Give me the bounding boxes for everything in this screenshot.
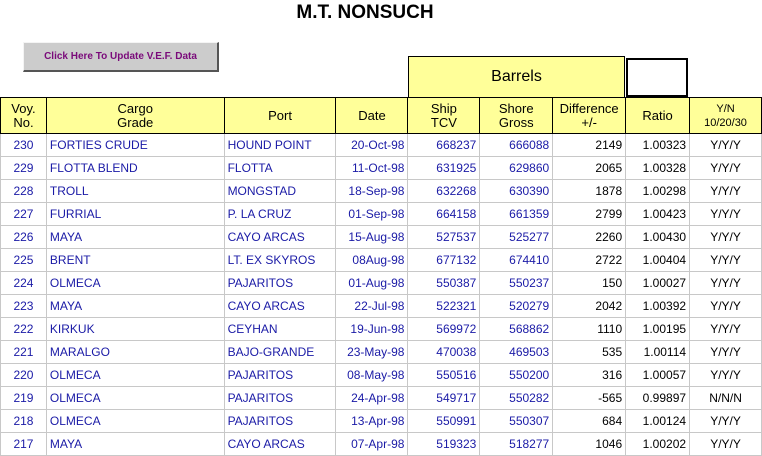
cell-cargo[interactable]: TROLL <box>46 180 224 203</box>
cell-shore-gross[interactable]: 568862 <box>480 318 553 341</box>
header-row <box>1 98 762 134</box>
cell-date[interactable]: 13-Apr-98 <box>336 410 408 433</box>
table-row <box>1 318 762 341</box>
cell-yn[interactable]: Y/Y/Y <box>690 226 762 249</box>
cell-cargo[interactable]: KIRKUK <box>46 318 224 341</box>
barrels-header: Barrels <box>408 56 625 97</box>
cell-port[interactable]: MONGSTAD <box>224 180 336 203</box>
cell-ratio[interactable]: 1.00423 <box>626 203 690 226</box>
cell-port[interactable]: PAJARITOS <box>224 410 336 433</box>
cell-shore-gross[interactable]: 550307 <box>480 410 553 433</box>
update-vef-data-button[interactable]: Click Here To Update V.E.F. Data <box>23 42 219 72</box>
cell-voy[interactable]: 221 <box>1 341 47 364</box>
cell-date[interactable]: 01-Aug-98 <box>336 272 408 295</box>
cell-date[interactable]: 19-Jun-98 <box>336 318 408 341</box>
cell-ship-tcv[interactable]: 550516 <box>408 364 480 387</box>
cell-cargo[interactable]: OLMECA <box>46 410 224 433</box>
cell-difference[interactable]: 684 <box>553 410 626 433</box>
cell-date[interactable]: 08Aug-98 <box>336 249 408 272</box>
voyage-table <box>0 97 762 456</box>
cell-ship-tcv[interactable]: 522321 <box>408 295 480 318</box>
cell-yn[interactable]: Y/Y/Y <box>690 157 762 180</box>
cell-ratio[interactable]: 1.00114 <box>626 341 690 364</box>
cell-difference[interactable]: 2149 <box>553 134 626 157</box>
cell-cargo[interactable]: MAYA <box>46 433 224 456</box>
cell-difference[interactable]: 1046 <box>553 433 626 456</box>
cell-yn[interactable]: Y/Y/Y <box>690 318 762 341</box>
cell-ship-tcv[interactable]: 519323 <box>408 433 480 456</box>
cell-date[interactable]: 01-Sep-98 <box>336 203 408 226</box>
col-port-header: Port <box>224 98 336 134</box>
cell-ratio[interactable]: 1.00057 <box>626 364 690 387</box>
cell-ratio[interactable]: 1.00195 <box>626 318 690 341</box>
cell-ratio[interactable]: 1.00323 <box>626 134 690 157</box>
table-row <box>1 134 762 157</box>
cell-voy[interactable]: 230 <box>1 134 47 157</box>
cell-difference[interactable]: 2260 <box>553 226 626 249</box>
cell-date[interactable]: 22-Jul-98 <box>336 295 408 318</box>
cell-voy[interactable]: 219 <box>1 387 47 410</box>
cell-date[interactable]: 07-Apr-98 <box>336 433 408 456</box>
table-row <box>1 157 762 180</box>
empty-input-box[interactable] <box>626 58 688 97</box>
page-title: M.T. NONSUCH <box>296 2 434 23</box>
cell-port[interactable]: PAJARITOS <box>224 387 336 410</box>
cell-ship-tcv[interactable]: 677132 <box>408 249 480 272</box>
cell-ship-tcv[interactable]: 550991 <box>408 410 480 433</box>
table-row <box>1 180 762 203</box>
cell-difference[interactable]: 2799 <box>553 203 626 226</box>
cell-voy[interactable]: 222 <box>1 318 47 341</box>
cell-yn[interactable]: Y/Y/Y <box>690 410 762 433</box>
cell-cargo[interactable]: OLMECA <box>46 364 224 387</box>
cell-cargo[interactable]: FLOTTA BLEND <box>46 157 224 180</box>
cell-voy[interactable]: 229 <box>1 157 47 180</box>
cell-port[interactable]: FLOTTA <box>224 157 336 180</box>
cell-yn[interactable]: Y/Y/Y <box>690 203 762 226</box>
cell-shore-gross[interactable]: 520279 <box>480 295 553 318</box>
cell-voy[interactable]: 223 <box>1 295 47 318</box>
cell-voy[interactable]: 227 <box>1 203 47 226</box>
cell-ship-tcv[interactable]: 632268 <box>408 180 480 203</box>
col-ratio-header: Ratio <box>626 98 690 134</box>
cell-port[interactable]: P. LA CRUZ <box>224 203 336 226</box>
cell-date[interactable]: 23-May-98 <box>336 341 408 364</box>
cell-difference[interactable]: 1878 <box>553 180 626 203</box>
table-row <box>1 387 762 410</box>
cell-cargo[interactable]: MAYA <box>46 295 224 318</box>
cell-shore-gross[interactable]: 666088 <box>480 134 553 157</box>
cell-shore-gross[interactable]: 629860 <box>480 157 553 180</box>
cell-voy[interactable]: 224 <box>1 272 47 295</box>
col-yn-header: Y/N 10/20/30 <box>690 98 762 134</box>
table-row <box>1 341 762 364</box>
cell-cargo[interactable]: FORTIES CRUDE <box>46 134 224 157</box>
cell-shore-gross[interactable]: 661359 <box>480 203 553 226</box>
cell-ship-tcv[interactable]: 631925 <box>408 157 480 180</box>
table-row <box>1 364 762 387</box>
cell-port[interactable]: CAYO ARCAS <box>224 433 336 456</box>
col-date-header: Date <box>336 98 408 134</box>
table-row <box>1 203 762 226</box>
cell-shore-gross[interactable]: 550200 <box>480 364 553 387</box>
cell-port[interactable]: LT. EX SKYROS <box>224 249 336 272</box>
table-row <box>1 226 762 249</box>
cell-yn[interactable]: Y/Y/Y <box>690 272 762 295</box>
col-cargo-header: Cargo Grade <box>46 98 224 134</box>
col-shore-header: Shore Gross <box>480 98 553 134</box>
cell-yn[interactable]: Y/Y/Y <box>690 249 762 272</box>
cell-ratio[interactable]: 1.00027 <box>626 272 690 295</box>
cell-yn[interactable]: Y/Y/Y <box>690 180 762 203</box>
cell-difference[interactable]: 2042 <box>553 295 626 318</box>
table-row <box>1 410 762 433</box>
cell-shore-gross[interactable]: 630390 <box>480 180 553 203</box>
cell-cargo[interactable]: BRENT <box>46 249 224 272</box>
cell-difference[interactable]: 1110 <box>553 318 626 341</box>
cell-date[interactable]: 18-Sep-98 <box>336 180 408 203</box>
cell-ship-tcv[interactable]: 549717 <box>408 387 480 410</box>
cell-ship-tcv[interactable]: 664158 <box>408 203 480 226</box>
cell-yn[interactable]: Y/Y/Y <box>690 134 762 157</box>
cell-yn[interactable]: N/N/N <box>690 387 762 410</box>
cell-shore-gross[interactable]: 550282 <box>480 387 553 410</box>
cell-shore-gross[interactable]: 674410 <box>480 249 553 272</box>
cell-date[interactable]: 08-May-98 <box>336 364 408 387</box>
col-voy-header: Voy. No. <box>1 98 47 134</box>
cell-shore-gross[interactable]: 518277 <box>480 433 553 456</box>
cell-shore-gross[interactable]: 550237 <box>480 272 553 295</box>
cell-ship-tcv[interactable]: 668237 <box>408 134 480 157</box>
cell-ship-tcv[interactable]: 569972 <box>408 318 480 341</box>
cell-ratio[interactable]: 1.00430 <box>626 226 690 249</box>
cell-port[interactable]: PAJARITOS <box>224 272 336 295</box>
cell-date[interactable]: 11-Oct-98 <box>336 157 408 180</box>
cell-ratio[interactable]: 1.00202 <box>626 433 690 456</box>
cell-ratio[interactable]: 0.99897 <box>626 387 690 410</box>
cell-cargo[interactable]: FURRIAL <box>46 203 224 226</box>
cell-yn[interactable]: Y/Y/Y <box>690 433 762 456</box>
cell-ship-tcv[interactable]: 527537 <box>408 226 480 249</box>
cell-difference[interactable]: 535 <box>553 341 626 364</box>
cell-cargo[interactable]: MARALGO <box>46 341 224 364</box>
cell-port[interactable]: BAJO-GRANDE <box>224 341 336 364</box>
cell-port[interactable]: CAYO ARCAS <box>224 295 336 318</box>
cell-date[interactable]: 20-Oct-98 <box>336 134 408 157</box>
cell-yn[interactable]: Y/Y/Y <box>690 295 762 318</box>
table-row <box>1 295 762 318</box>
cell-shore-gross[interactable]: 469503 <box>480 341 553 364</box>
cell-port[interactable]: CAYO ARCAS <box>224 226 336 249</box>
col-ship-header: Ship TCV <box>408 98 480 134</box>
table-row <box>1 433 762 456</box>
cell-date[interactable]: 24-Apr-98 <box>336 387 408 410</box>
table-row <box>1 272 762 295</box>
cell-port[interactable]: CEYHAN <box>224 318 336 341</box>
cell-voy[interactable]: 218 <box>1 410 47 433</box>
cell-port[interactable]: PAJARITOS <box>224 364 336 387</box>
cell-difference[interactable]: 2722 <box>553 249 626 272</box>
cell-ship-tcv[interactable]: 470038 <box>408 341 480 364</box>
cell-shore-gross[interactable]: 525277 <box>480 226 553 249</box>
cell-ratio[interactable]: 1.00392 <box>626 295 690 318</box>
cell-yn[interactable]: Y/Y/Y <box>690 341 762 364</box>
cell-ratio[interactable]: 1.00298 <box>626 180 690 203</box>
col-difference-header: Difference +/- <box>553 98 626 134</box>
cell-voy[interactable]: 220 <box>1 364 47 387</box>
cell-difference[interactable]: -565 <box>553 387 626 410</box>
cell-ship-tcv[interactable]: 550387 <box>408 272 480 295</box>
cell-voy[interactable]: 217 <box>1 433 47 456</box>
cell-port[interactable]: HOUND POINT <box>224 134 336 157</box>
cell-yn[interactable]: Y/Y/Y <box>690 364 762 387</box>
cell-ratio[interactable]: 1.00328 <box>626 157 690 180</box>
cell-cargo[interactable]: MAYA <box>46 226 224 249</box>
cell-date[interactable]: 15-Aug-98 <box>336 226 408 249</box>
cell-ratio[interactable]: 1.00124 <box>626 410 690 433</box>
cell-cargo[interactable]: OLMECA <box>46 387 224 410</box>
cell-difference[interactable]: 150 <box>553 272 626 295</box>
cell-cargo[interactable]: OLMECA <box>46 272 224 295</box>
cell-ratio[interactable]: 1.00404 <box>626 249 690 272</box>
cell-voy[interactable]: 225 <box>1 249 47 272</box>
cell-difference[interactable]: 2065 <box>553 157 626 180</box>
cell-voy[interactable]: 228 <box>1 180 47 203</box>
cell-voy[interactable]: 226 <box>1 226 47 249</box>
table-row <box>1 249 762 272</box>
cell-difference[interactable]: 316 <box>553 364 626 387</box>
